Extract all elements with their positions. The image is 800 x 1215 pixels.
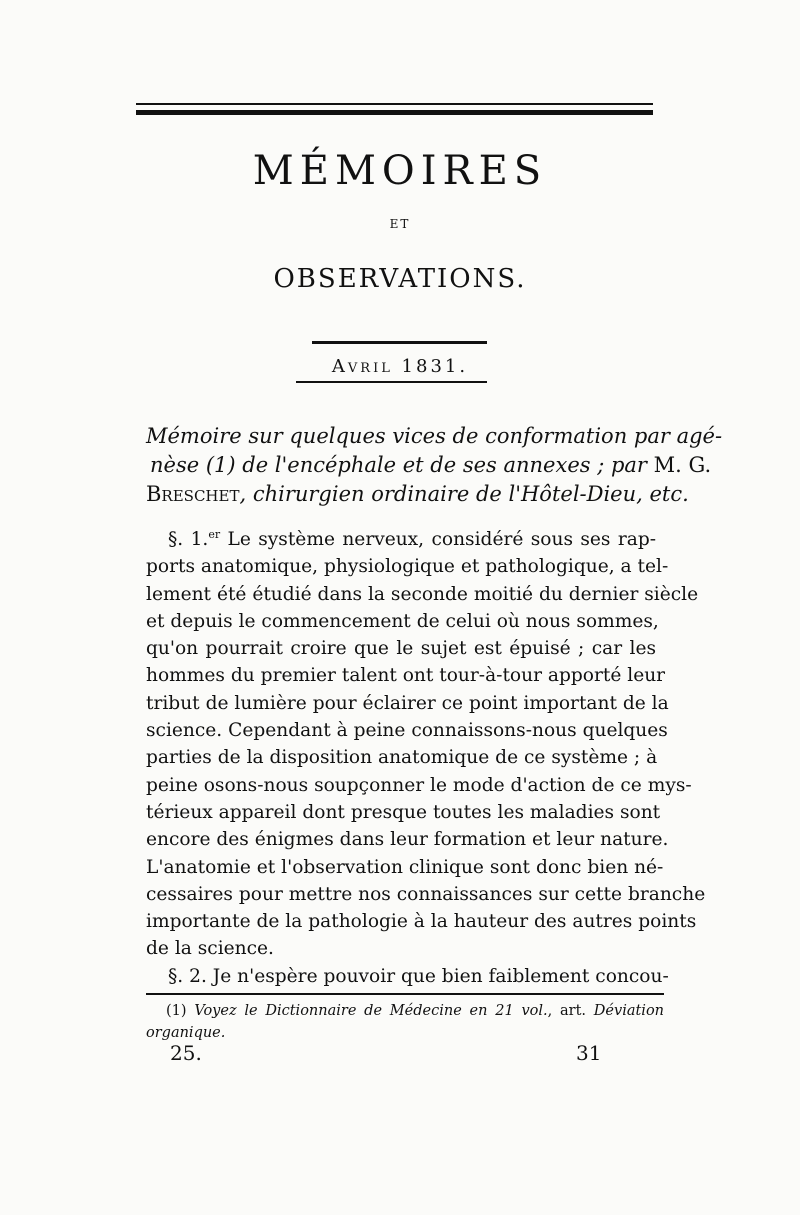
footnote bbox=[146, 1000, 664, 1044]
body-line: de la science. bbox=[146, 938, 274, 960]
section-1-superscript: er bbox=[208, 527, 221, 541]
footnote-reference: Voyez le Dictionnaire de Médecine en 21 vol. bbox=[194, 1003, 548, 1019]
top-rule bbox=[136, 103, 653, 105]
article-title-line-3-text: , chirurgien ordinaire de l'Hôtel-Dieu, etc. bbox=[239, 482, 689, 506]
section-2-line: §. 2. Je n'espère pouvoir que bien faiblement concou- bbox=[168, 965, 669, 987]
body-line: qu'on pourrait croire que le sujet est épuisé ; car les bbox=[146, 638, 656, 660]
footnote-marker: (1) bbox=[166, 1003, 195, 1019]
footnote-rule bbox=[146, 993, 664, 995]
date-rule-top bbox=[312, 341, 487, 344]
footnote-separator: , art. bbox=[547, 1003, 594, 1019]
signature-mark: 25. bbox=[170, 1041, 202, 1065]
article-body bbox=[146, 526, 706, 990]
article-title-line-3 bbox=[146, 480, 689, 509]
issue-date: Avril 1831. bbox=[331, 356, 469, 377]
body-line: L'anatomie et l'observation clinique sont donc bien né- bbox=[146, 856, 664, 878]
body-line: tribut de lumière pour éclairer ce point important de la bbox=[146, 692, 669, 714]
body-line: peine osons-nous soupçonner le mode d'action de ce mys- bbox=[146, 774, 692, 796]
article-title-line-2 bbox=[146, 451, 712, 480]
body-line: lement été étudié dans la seconde moitié du dernier siècle bbox=[146, 583, 699, 605]
body-line: térieux appareil dont presque toutes les maladies sont bbox=[146, 801, 661, 823]
article-title-line-2-text: nèse (1) de l'encéphale et de ses annexes ; par bbox=[150, 453, 654, 477]
body-line: parties de la disposition anatomique de ce système ; à bbox=[146, 747, 658, 769]
header-title: MÉMOIRES bbox=[252, 148, 548, 194]
body-line-text: Le système nerveux, considéré sous ses rap- bbox=[220, 529, 657, 550]
footnote-line-1 bbox=[146, 1000, 664, 1022]
article-title-initials: M. G. bbox=[653, 453, 712, 477]
body-line: et depuis le commencement de celui où nous sommes, bbox=[146, 610, 659, 632]
date-rule-bottom bbox=[296, 381, 487, 383]
footnote-article: Déviation bbox=[593, 1003, 665, 1019]
top-rule-thick bbox=[136, 110, 653, 115]
header-conjunction: ET bbox=[389, 217, 411, 231]
body-line: importante de la pathologie à la hauteur des autres points bbox=[146, 911, 697, 933]
footnote-article-cont: organique. bbox=[146, 1025, 226, 1041]
page-number: 31 bbox=[576, 1041, 602, 1065]
body-line: science. Cependant à peine connaissons-nous quelques bbox=[146, 720, 668, 742]
section-1-marker: §. 1. bbox=[168, 529, 209, 550]
body-line bbox=[146, 526, 656, 553]
body-line: ports anatomique, physiologique et pathologique, a tel- bbox=[146, 556, 669, 578]
body-line: cessaires pour mettre nos connaissances sur cette branche bbox=[146, 883, 706, 905]
body-line: encore des énigmes dans leur formation et leur nature. bbox=[146, 829, 669, 851]
article-title bbox=[146, 422, 723, 509]
article-author: Breschet bbox=[146, 482, 240, 506]
header-subtitle: OBSERVATIONS. bbox=[273, 264, 527, 294]
body-line: hommes du premier talent ont tour-à-tour apporté leur bbox=[146, 665, 666, 687]
article-title-line-1: Mémoire sur quelques vices de conformation par agé- bbox=[146, 424, 723, 448]
